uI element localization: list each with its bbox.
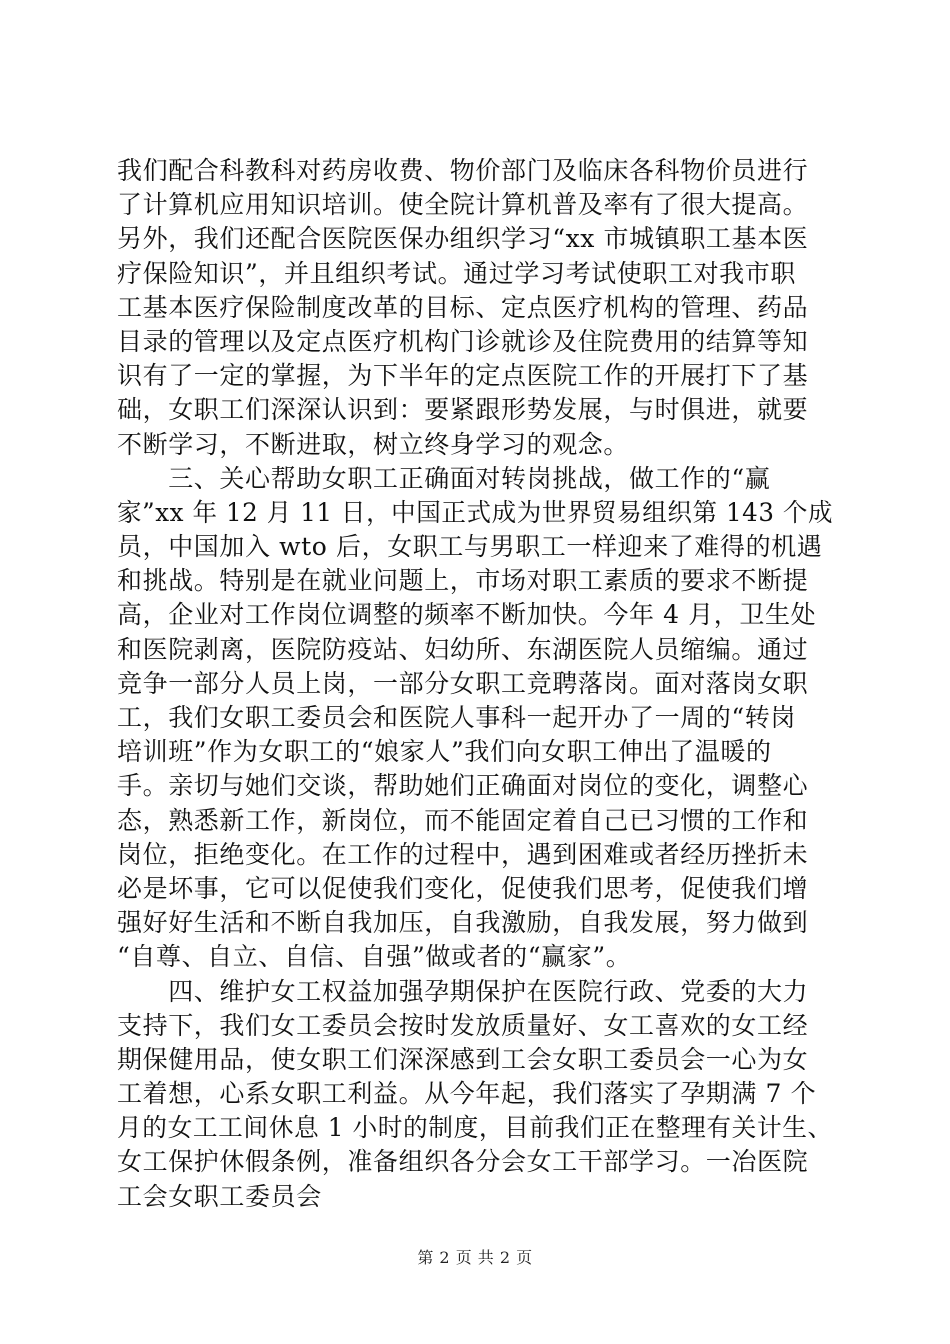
text-line: 我们配合科教科对药房收费、物价部门及临床各科物价员进行 xyxy=(117,156,809,185)
text-line: 三、关心帮助女职工正确面对转岗挑战，做工作的“赢 xyxy=(117,463,771,493)
text-line: 工着想，心系女职工利益。从今年起，我们落实了孕期满 7 个 xyxy=(117,1079,817,1109)
text-line: 工，我们女职工委员会和医院人事科一起开办了一周的“转岗 xyxy=(117,703,796,732)
text-line: 目录的管理以及定点医疗机构门诊就诊及住院费用的结算等知 xyxy=(117,326,809,356)
text-line: 和挑战。特别是在就业问题上，市场对职工素质的要求不断提 xyxy=(117,566,809,596)
text-line: 员，中国加入 wto 后，女职工与男职工一样迎来了难得的机遇 xyxy=(117,532,823,562)
text-line: 高，企业对工作岗位调整的频率不断加快。今年 4 月，卫生处 xyxy=(117,600,817,630)
text-line: 四、维护女工权益加强孕期保护在医院行政、党委的大力 xyxy=(117,976,809,1006)
page-footer: 第 2 页 共 2 页 xyxy=(417,1248,533,1267)
text-line: 和医院剥离，医院防疫站、妇幼所、东湖医院人员缩编。通过 xyxy=(117,634,809,664)
text-line: 工基本医疗保险制度改革的目标、定点医疗机构的管理、药品 xyxy=(117,292,809,322)
text-line: 岗位，拒绝变化。在工作的过程中，遇到困难或者经历挫折未 xyxy=(117,839,809,869)
text-line: 女工保护休假条例，准备组织各分会女工干部学习。一冶医院 xyxy=(117,1147,809,1177)
text-line: 识有了一定的掌握，为下半年的定点医院工作的开展打下了基 xyxy=(117,361,809,391)
text-line: 强好好生活和不断自我加压，自我激励，自我发展，努力做到 xyxy=(117,908,809,938)
text-line: 月的女工工间休息 1 小时的制度，目前我们正在整理有关计生、 xyxy=(117,1113,833,1143)
text-line: 期保健用品，使女职工们深深感到工会女职工委员会一心为女 xyxy=(117,1044,809,1074)
text-line: 不断学习，不断进取，树立终身学习的观念。 xyxy=(117,429,630,459)
text-line: 家”xx 年 12 月 11 日，中国正式成为世界贸易组织第 143 个成 xyxy=(117,497,834,527)
text-line: 支持下，我们女工委员会按时发放质量好、女工喜欢的女工经 xyxy=(117,1010,809,1040)
text-line: “自尊、自立、自信、自强”做或者的“赢家”。 xyxy=(117,942,632,972)
text-line: 培训班”作为女职工的“娘家人”我们向女职工伸出了温暖的 xyxy=(117,737,772,767)
text-line: 竞争一部分人员上岗，一部分女职工竞聘落岗。面对落岗女职 xyxy=(117,668,809,698)
text-line: 另外，我们还配合医院医保办组织学习“xx 市城镇职工基本医 xyxy=(117,224,809,254)
text-line: 手。亲切与她们交谈，帮助她们正确面对岗位的变化，调整心 xyxy=(117,771,809,801)
text-line: 工会女职工委员会 xyxy=(117,1181,322,1211)
text-line: 疗保险知识”，并且组织考试。通过学习考试使职工对我市职 xyxy=(117,258,796,288)
text-line: 必是坏事，它可以促使我们变化，促使我们思考，促使我们增 xyxy=(117,873,809,903)
document-body xyxy=(117,154,833,1214)
text-line: 础，女职工们深深认识到：要紧跟形势发展，与时俱进，就要 xyxy=(117,395,809,425)
text-line: 了计算机应用知识培训。使全院计算机普及率有了很大提高。 xyxy=(117,190,809,220)
text-line: 态，熟悉新工作，新岗位，而不能固定着自己已习惯的工作和 xyxy=(117,805,809,835)
